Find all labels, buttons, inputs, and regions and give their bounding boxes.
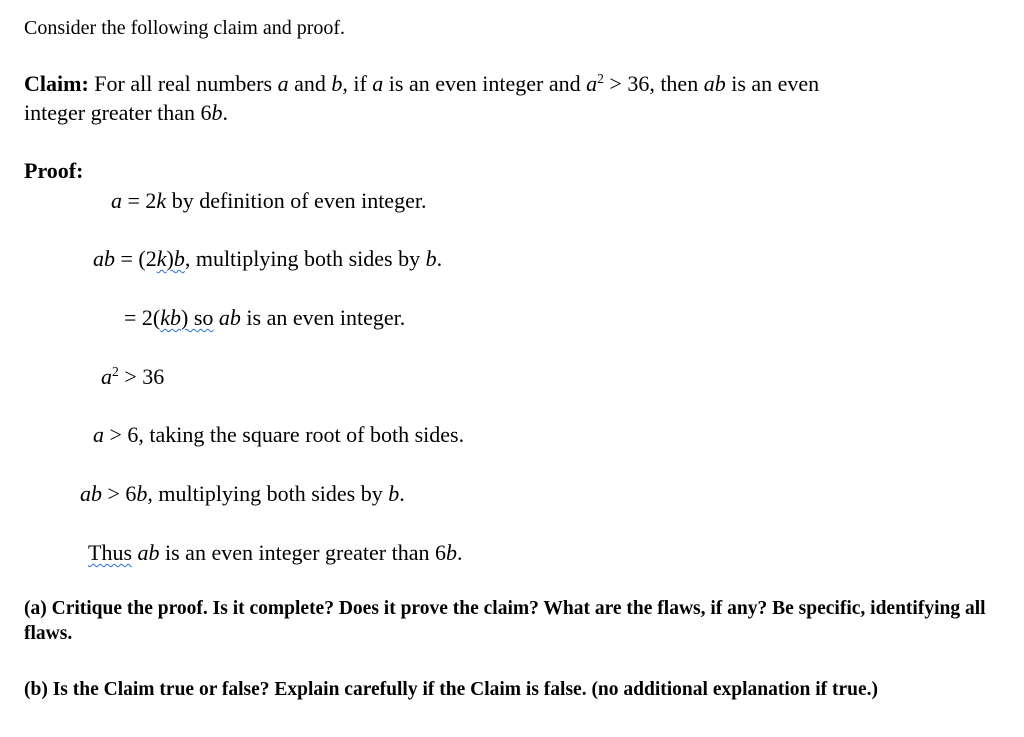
var-a: a bbox=[586, 71, 598, 96]
exponent: 2 bbox=[112, 363, 119, 379]
var-kb: kb bbox=[160, 305, 181, 330]
spellcheck-underline: Thus bbox=[88, 540, 132, 565]
var-a: a bbox=[372, 71, 384, 96]
step-text: . bbox=[436, 246, 443, 271]
var-a: a bbox=[93, 422, 104, 447]
claim-text: integer greater than 6 bbox=[24, 100, 212, 125]
step-text: is an even integer greater than 6 bbox=[159, 540, 446, 565]
claim-text: > 36, then bbox=[603, 71, 704, 96]
step-text: > 36 bbox=[118, 364, 165, 389]
proof-step-7 bbox=[88, 540, 462, 566]
claim-line-1 bbox=[24, 71, 819, 97]
var-b: b bbox=[331, 71, 343, 96]
var-ab: ab bbox=[218, 305, 241, 330]
var-ab: ab bbox=[703, 71, 726, 96]
step-text: is an even integer. bbox=[240, 305, 406, 330]
step-text: , multiplying both sides by bbox=[184, 246, 426, 271]
step-text: so bbox=[188, 305, 214, 330]
proof-label: Proof: bbox=[24, 158, 84, 183]
var-b: b bbox=[445, 540, 457, 565]
step-text: > 6 bbox=[102, 481, 137, 506]
claim-text: and bbox=[288, 71, 332, 96]
var-a: a bbox=[101, 364, 112, 389]
proof-step-5 bbox=[93, 422, 464, 448]
step-text: > 6, taking the square root of both sides. bbox=[104, 422, 465, 447]
step-text: = 2 bbox=[122, 188, 157, 213]
var-ab: ab bbox=[93, 246, 115, 271]
var-b: b bbox=[388, 481, 400, 506]
proof-step-2 bbox=[93, 246, 442, 272]
claim-text: is an even bbox=[725, 71, 820, 96]
proof-step-3 bbox=[124, 305, 405, 331]
proof-step-1 bbox=[111, 188, 426, 214]
var-k: k bbox=[156, 246, 167, 271]
var-a: a bbox=[277, 71, 289, 96]
var-k: k bbox=[156, 188, 167, 213]
step-text: by definition of even integer. bbox=[166, 188, 427, 213]
var-a: a bbox=[111, 188, 122, 213]
var-b: b bbox=[211, 100, 223, 125]
claim-label: Claim: bbox=[24, 71, 89, 96]
var-b: b bbox=[136, 481, 148, 506]
claim-text: For all real numbers bbox=[88, 71, 278, 96]
exponent: 2 bbox=[597, 70, 604, 86]
spellcheck-underline bbox=[157, 246, 185, 271]
step-text: ) bbox=[181, 305, 189, 330]
step-text: . bbox=[399, 481, 405, 506]
step-text: , multiplying both sides by bbox=[147, 481, 389, 506]
var-ab: ab bbox=[137, 540, 160, 565]
question-a: (a) Critique the proof. Is it complete? Does it prove the claim? What are the flaws, if any? Be specific, identifying all flaws. bbox=[24, 598, 986, 644]
intro-text: Consider the following claim and proof. bbox=[24, 17, 346, 39]
spellcheck-underline bbox=[160, 305, 213, 330]
step-text: ) bbox=[166, 246, 174, 271]
claim-line-2 bbox=[24, 100, 228, 126]
proof-step-6 bbox=[80, 481, 405, 507]
claim-text: . bbox=[222, 100, 229, 125]
claim-text: , if bbox=[342, 71, 373, 96]
var-b: b bbox=[173, 246, 185, 271]
var-b: b bbox=[425, 246, 437, 271]
claim-text: is an even integer and bbox=[383, 71, 587, 96]
proof-step-4 bbox=[101, 364, 164, 390]
step-text: = 2( bbox=[124, 305, 161, 330]
var-ab: ab bbox=[80, 481, 102, 506]
question-b: (b) Is the Claim true or false? Explain carefully if the Claim is false. (no additional explanation if true.) bbox=[24, 679, 879, 700]
step-text: = (2 bbox=[115, 246, 157, 271]
step-text: . bbox=[456, 540, 463, 565]
